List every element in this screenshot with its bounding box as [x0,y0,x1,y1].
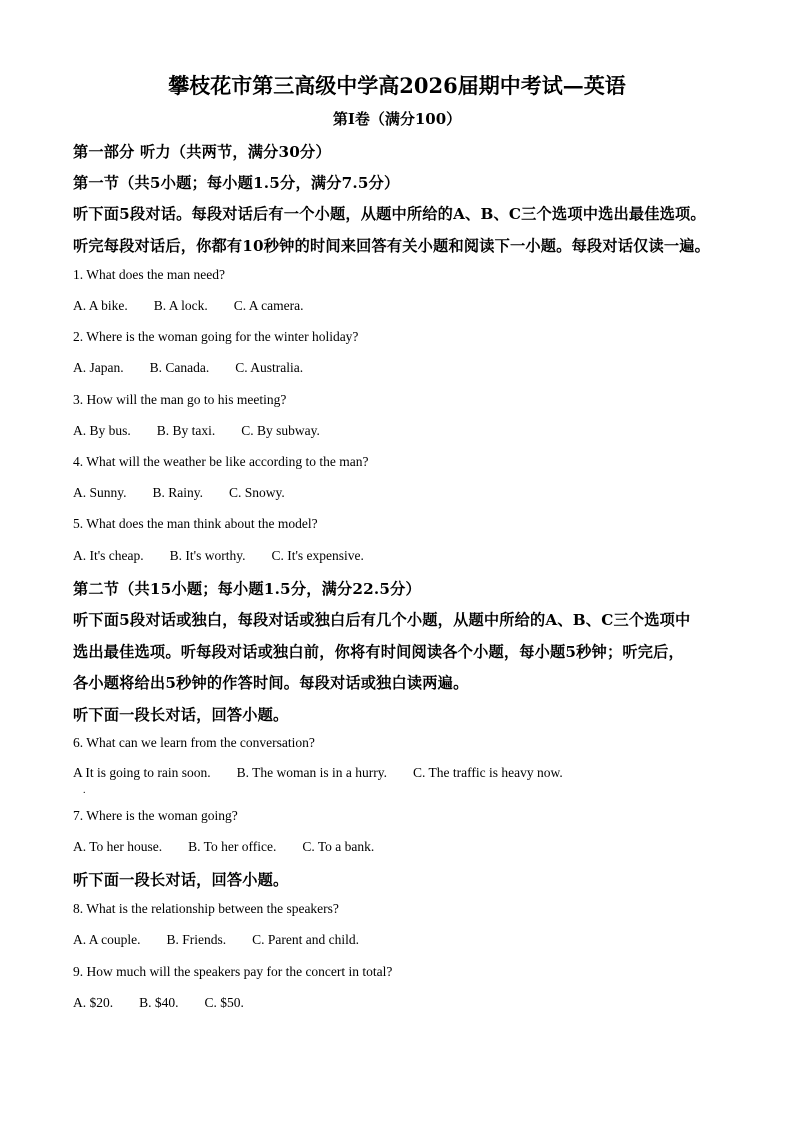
exam-subtitle: 第Ⅰ卷（满分100） [332,110,462,128]
question-text: 6. What can we learn from the conversation? [73,735,315,750]
option-a: A. $20. [73,995,114,1010]
option-c: C. $50. [204,995,244,1010]
question-text: 5. What does the man think about the model? [73,516,318,531]
question-options [73,485,285,501]
option-a: A. A couple. [73,932,141,947]
option-b: B. Canada. [149,360,210,375]
option-b: B. By taxi. [156,423,216,438]
dialog-prompt: 听下面一段长对话，回答小题。 [73,871,289,889]
question-text: 3. How will the man go to his meeting? [73,392,287,407]
option-c: C. Snowy. [229,485,285,500]
question-options [73,839,374,855]
option-a: A. Sunny. [73,485,127,500]
option-c: C. By subway. [241,423,320,438]
part1-heading: 第一部分 听力（共两节，满分30分） [73,143,331,161]
option-a: A. By bus. [73,423,131,438]
question-text: 2. Where is the woman going for the winter holiday? [73,329,359,344]
option-b: B. Friends. [166,932,227,947]
section2-instruction-line: 听下面5段对话或独白，每段对话或独白后有几个小题，从题中所给的A、B、C三个选项中 [73,611,691,629]
question-text: 4. What will the weather be like according to the man? [73,454,369,469]
section2-heading: 第二节（共15小题；每小题1.5分，满分22.5分） [73,580,421,598]
option-b: B. The woman is in a hurry. [236,765,387,780]
section1-heading: 第一节（共5小题；每小题1.5分，满分7.5分） [73,174,400,192]
question-options [73,995,244,1011]
question-text: 7. Where is the woman going? [73,808,238,823]
option-b: B. It's worthy. [169,548,246,563]
dialog-prompt: 听下面一段长对话，回答小题。 [73,706,289,724]
option-c: C. The traffic is heavy now. [412,765,563,780]
option-a: A. A bike. [73,298,128,313]
option-c: C. It's expensive. [271,548,364,563]
option-c: C. Australia. [235,360,304,375]
question-text: 8. What is the relationship between the speakers? [73,901,339,916]
section1-instruction-line: 听完每段对话后，你都有10秒钟的时间来回答有关小题和阅读下一小题。每段对话仅读一遍。 [73,237,711,255]
stray-dot: . [83,785,86,796]
question-text: 9. How much will the speakers pay for the concert in total? [73,964,393,979]
section2-instruction-line: 选出最佳选项。听每段对话或独白前，你将有时间阅读各个小题，每小题5秒钟；听完后， [73,643,684,661]
question-options [73,932,359,948]
option-a: A. To her house. [73,839,163,854]
option-a: A. It's cheap. [73,548,144,563]
option-b: B. To her office. [188,839,277,854]
option-a: A It is going to rain soon. [73,765,211,780]
section2-instruction-line: 各小题将给出5秒钟的作答时间。每段对话或独白读两遍。 [73,674,469,692]
section1-instruction-line: 听下面5段对话。每段对话后有一个小题，从题中所给的A、B、C三个选项中选出最佳选项。 [73,205,706,223]
option-a: A. Japan. [73,360,124,375]
option-b: B. A lock. [153,298,208,313]
question-options [73,765,563,781]
question-text: 1. What does the man need? [73,267,225,282]
question-options [73,360,303,376]
option-c: C. To a bank. [302,839,375,854]
exam-title: 攀枝花市第三高级中学高2026届期中考试—英语 [168,73,626,98]
option-c: C. A camera. [233,298,304,313]
option-c: C. Parent and child. [252,932,359,947]
question-options [73,423,320,439]
question-options [73,548,364,564]
option-b: B. $40. [139,995,179,1010]
question-options [73,298,304,314]
option-b: B. Rainy. [152,485,204,500]
